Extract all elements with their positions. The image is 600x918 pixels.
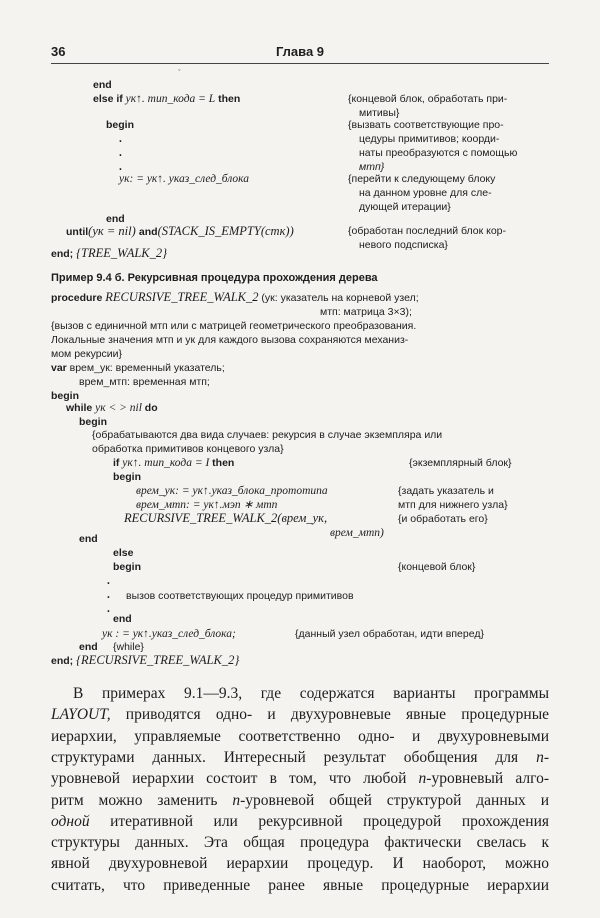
ellipsis-dot: . bbox=[119, 161, 122, 173]
body-line: LAYOUT, приводятся одно- и двухуровневые явные процедурные bbox=[51, 706, 549, 723]
body-line: одной итеративной или рекурсивной процедурой прохождения bbox=[51, 813, 549, 830]
code-begin: begin bbox=[113, 561, 141, 573]
code-else: else bbox=[113, 547, 134, 559]
code-assign: врем_ук: = ук↑.указ_блока_прототипа bbox=[136, 485, 328, 497]
code-begin: begin bbox=[79, 416, 107, 428]
scan-speck: ˇ bbox=[178, 68, 181, 77]
var-decl: врем_мтп: временная мтп; bbox=[79, 376, 210, 388]
code-comment: {концевой блок, обработать при- bbox=[348, 93, 508, 105]
proc-description: Локальные значения мтп и ук для каждого вызова сохраняются механиз- bbox=[51, 334, 409, 346]
code-comment: {данный узел обработан, идти вперед} bbox=[295, 628, 484, 640]
code-end-proc: end; {TREE_WALK_2} bbox=[51, 246, 168, 260]
code-comment: мтп} bbox=[359, 161, 385, 173]
ellipsis-dot: . bbox=[107, 603, 110, 615]
code-end: end bbox=[113, 613, 132, 625]
code-comment: обработка примитивов концевого узла} bbox=[92, 443, 284, 455]
code-comment: дующей итерации} bbox=[359, 201, 451, 213]
code-end: end bbox=[79, 641, 98, 653]
body-line: В примерах 9.1—9.3, где содержатся варианты программы bbox=[73, 685, 549, 702]
code-begin: begin bbox=[51, 390, 79, 402]
code-begin: begin bbox=[106, 119, 134, 131]
chapter-title: Глава 9 bbox=[275, 44, 325, 59]
code-comment: {while} bbox=[113, 641, 144, 653]
if-line: if ук↑. тип_кода = I then bbox=[113, 457, 235, 469]
code-assign: ук: = ук↑. указ_след_блока bbox=[119, 173, 250, 185]
code-comment: {вызвать соответствующие про- bbox=[348, 119, 504, 131]
code-comment: {экземплярный блок} bbox=[409, 457, 512, 469]
while-line: while ук < > nil do bbox=[66, 402, 158, 414]
code-comment: цедуры примитивов; коорди- bbox=[359, 133, 500, 145]
code-comment: митивы} bbox=[359, 107, 400, 119]
recursive-call-args: врем_мтп) bbox=[330, 527, 384, 539]
code-end: end bbox=[106, 213, 125, 225]
body-line: явной двухуровневой иерархии процедур. И наоборот, можно bbox=[51, 855, 549, 872]
code-comment: невого подсписка} bbox=[359, 239, 448, 251]
code-end-proc: end; {RECURSIVE_TREE_WALK_2} bbox=[51, 653, 240, 667]
header-rule bbox=[51, 63, 549, 64]
code-end: end bbox=[93, 79, 112, 91]
body-line: структуры данных. Эта общая процедура фактически свелась к bbox=[51, 834, 549, 851]
body-line: считать, что приведенные ранее явные процедурные иерархии bbox=[51, 877, 549, 894]
code-comment: наты преобразуются с помощью bbox=[359, 147, 518, 159]
proc-params: мтп: матрица 3×3); bbox=[320, 306, 412, 318]
code-assign: врем_мтп: = ук↑.мэп ∗ мтп bbox=[136, 499, 278, 511]
proc-header: procedure RECURSIVE_TREE_WALK_2 (ук: указатель на корневой узел; bbox=[51, 290, 419, 304]
code-begin: begin bbox=[113, 471, 141, 483]
code-end: end bbox=[79, 533, 98, 545]
body-line: структурами данных. Интересный результат обобщения для n- bbox=[51, 749, 549, 766]
proc-description: мом рекурсии} bbox=[51, 348, 123, 360]
body-line: ритм можно заменить n-уровневой общей структурой данных и bbox=[51, 792, 549, 809]
recursive-call: RECURSIVE_TREE_WALK_2(врем_ук, bbox=[124, 511, 328, 525]
code-comment: {и обработать его} bbox=[398, 513, 488, 525]
code-comment: мтп для нижнего узла} bbox=[398, 499, 508, 511]
ellipsis-dot: . bbox=[119, 147, 122, 159]
code-comment: {обработан последний блок кор- bbox=[348, 225, 507, 237]
code-comment: {концевой блок} bbox=[398, 561, 476, 573]
code-until: until(ук = nil) and(STACK_IS_EMPTY(стк)) bbox=[66, 224, 294, 238]
ellipsis-dot: . bbox=[119, 133, 122, 145]
code-comment: {обрабатываются два вида случаев: рекурсия в случае экземпляра или bbox=[92, 429, 443, 441]
code-advance: ук : = ук↑.указ_след_блока; bbox=[102, 628, 236, 640]
proc-description: {вызов с единичной мтп или с матрицей геометрического преобразования. bbox=[51, 320, 417, 332]
var-decl: var врем_ук: временный указатель; bbox=[51, 362, 225, 374]
code-comment: {перейти к следующему блоку bbox=[348, 173, 496, 185]
ellipsis-dot: . bbox=[107, 575, 110, 587]
body-line: уровневой иерархии состоит в том, что любой n-уровневый алго- bbox=[51, 770, 549, 787]
example-caption: Пример 9.4 б. Рекурсивная процедура прохождения дерева bbox=[51, 272, 378, 284]
code-comment: {задать указатель и bbox=[398, 485, 494, 497]
page-number: 36 bbox=[51, 44, 66, 59]
primitive-call: вызов соответствующих процедур примитивов bbox=[126, 590, 354, 602]
code-comment: на данном уровне для сле- bbox=[359, 187, 492, 199]
ellipsis-dot: . bbox=[107, 589, 110, 601]
code-else-if: else if ук↑. тип_кода = L then bbox=[93, 93, 241, 105]
body-line: иерархии, управляемые соответственно одно- и двухуровневыми bbox=[51, 728, 549, 745]
